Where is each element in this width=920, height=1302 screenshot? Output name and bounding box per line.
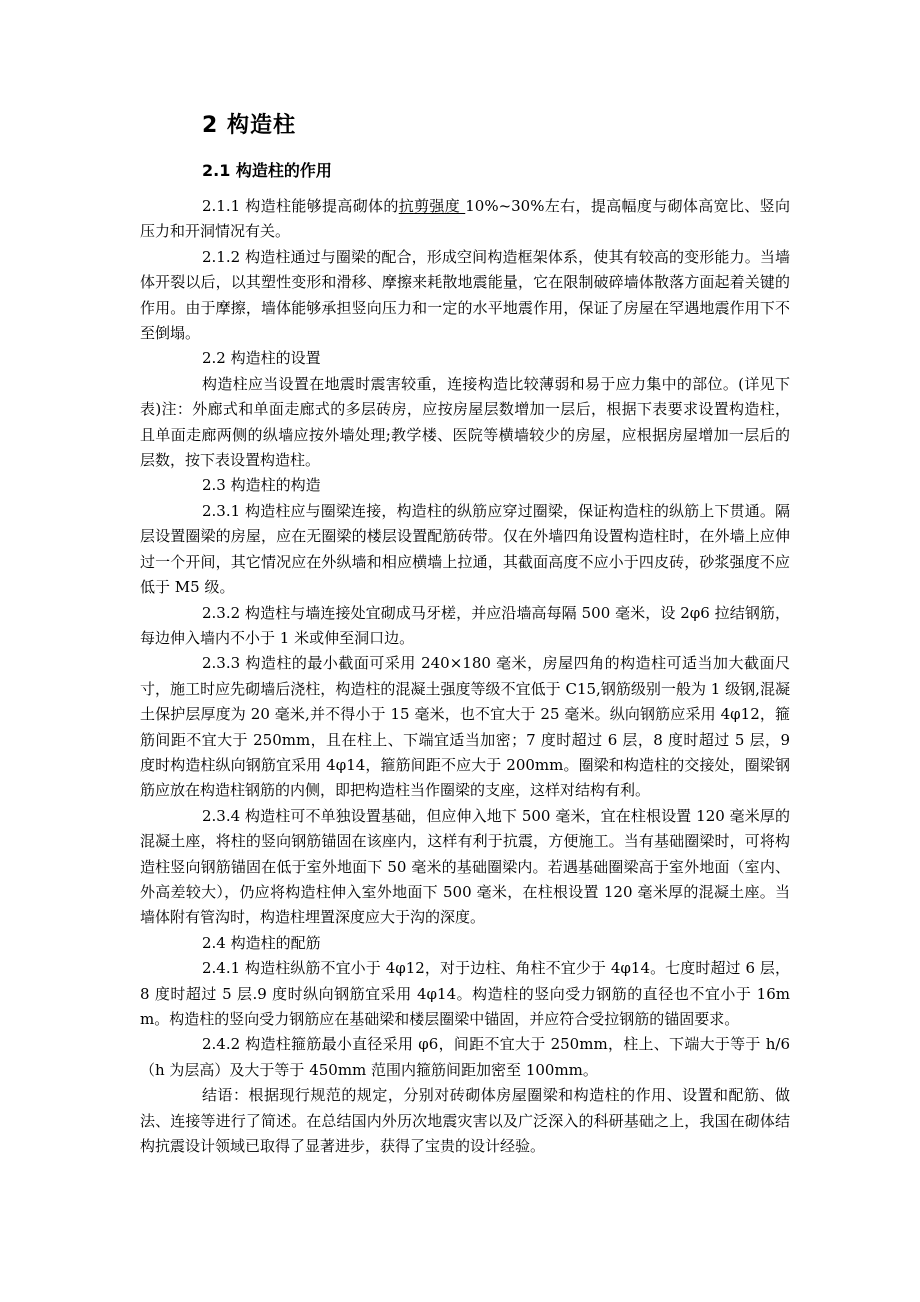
paragraph-2-4-2: 2.4.2 构造柱箍筋最小直径采用 φ6，间距不宜大于 250mm，柱上、下端大于等于 h/6（h 为层高）及大于等于 450mm 范围内箍筋间距加密至 100mm。 xyxy=(140,1035,790,1079)
section-title: 2.1 构造柱的作用 xyxy=(202,161,332,180)
paragraph-2-1-1-end: 10%~30%左右，提高幅度与砌体高宽比、竖向压力和开洞情况有关。 xyxy=(140,197,790,241)
shear-strength-link[interactable]: 抗剪强度 xyxy=(398,197,466,215)
paragraph-2-4-1: 2.4.1 构造柱纵筋不宜小于 4φ12，对于边柱、角柱不宜少于 4φ14。七度时超过 6 层，8 度时超过 5 层.9 度时纵向钢筋宜采用 4φ14。构造柱的竖向受力钢筋的直径也不宜小于 16mm。构造柱的竖向受力钢筋应在基础梁和楼层圈梁中锚固，并应符合受拉钢筋的锚固要求。 xyxy=(140,959,790,1028)
paragraph-2-2: 构造柱应当设置在地震时震害较重，连接构造比较薄弱和易于应力集中的部位。(详见下表)注：外廊式和单面走廊式的多层砖房，应按房屋层数增加一层后，根据下表要求设置构造柱，且单面走廊两侧的纵墙应按外墙处理;教学楼、医院等横墙较少的房屋，应根据房屋增加一层后的层数，按下表设置构造柱。 xyxy=(140,374,790,470)
subsection-heading-2-4: 2.4 构造柱的配筋 xyxy=(202,933,321,952)
conclusion-paragraph: 结语：根据现行规范的规定，分别对砖砌体房屋圈梁和构造柱的作用、设置和配筋、做法、连接等进行了简述。在总结国内外历次地震灾害以及广泛深入的科研基础之上，我国在砌体结构抗震设计领域已取得了显著进步，获得了宝贵的设计经验。 xyxy=(140,1086,790,1156)
paragraph-2-3-1: 2.3.1 构造柱应与圈梁连接，构造柱的纵筋应穿过圈梁，保证构造柱的纵筋上下贯通。隔层设置圈梁的房屋，应在无圈梁的楼层设置配筋砖带。仅在外墙四角设置构造柱时，在外墙上应伸过一个开间，其它情况应在外纵墙和相应横墙上拉通，其截面高度不应小于四皮砖，砂浆强度不应低于 M5 级。 xyxy=(140,501,790,597)
paragraph-2-1-1-start: 2.1.1 构造柱能够提高砌体的 xyxy=(202,197,399,215)
subsection-heading-2-2: 2.2 构造柱的设置 xyxy=(202,349,321,368)
paragraph-2-1-2: 2.1.2 构造柱通过与圈梁的配合，形成空间构造框架体系，使其有较高的变形能力。当墙体开裂以后，以其塑性变形和滑移、摩擦来耗散地震能量，它在限制破碎墙体散落方面起着关键的作用。由于摩擦，墙体能够承担竖向压力和一定的水平地震作用，保证了房屋在罕遇地震作用下不至倒塌。 xyxy=(140,247,790,343)
subsection-heading-2-3: 2.3 构造柱的构造 xyxy=(202,476,321,495)
paragraph-2-3-3: 2.3.3 构造柱的最小截面可采用 240×180 毫米，房屋四角的构造柱可适当加大截面尺寸，施工时应先砌墙后浇柱，构造柱的混凝土强度等级不宜低于 C15,钢筋级别一般为 1 级钢,混凝土保护层厚度为 20 毫米,并不得小于 15 毫米，也不宜大于 25 毫米。纵向钢筋应采用 4φ12，箍筋间距不宜大于 250mm，且在柱上、下端宜适当加密；7 度时超过 6 层，8 度时超过 5 层，9 度时构造柱纵向钢筋宜采用 4φ14，箍筋间距不应大于 200mm。圈梁和构造柱的交接处，圈梁钢筋应放在构造柱钢筋的内侧，即把构造柱当作圈梁的支座，这样对结构有利。 xyxy=(140,654,790,800)
paragraph-2-3-4: 2.3.4 构造柱可不单独设置基础，但应伸入地下 500 毫米，宜在柱根设置 120 毫米厚的混凝土座，将柱的竖向钢筋锚固在该座内，这样有利于抗震，方便施工。当有基础圈梁时，可将构造柱竖向钢筋锚固在低于室外地面下 50 毫米的基础圈梁内。若遇基础圈梁高于室外地面（室内、外高差较大），仍应将构造柱伸入室外地面下 500 毫米，在柱根设置 120 毫米厚的混凝土座。当墙体附有管沟时，构造柱埋置深度应大于沟的深度。 xyxy=(140,806,790,927)
paragraph-2-1-1 xyxy=(140,194,790,245)
paragraph-2-3-2: 2.3.2 构造柱与墙连接处宜砌成马牙槎，并应沿墙高每隔 500 毫米，设 2φ6 拉结钢筋，每边伸入墙内不小于 1 米或伸至洞口边。 xyxy=(140,603,790,647)
document-body xyxy=(140,108,790,1159)
chapter-title: 2 构造柱 xyxy=(202,113,296,138)
